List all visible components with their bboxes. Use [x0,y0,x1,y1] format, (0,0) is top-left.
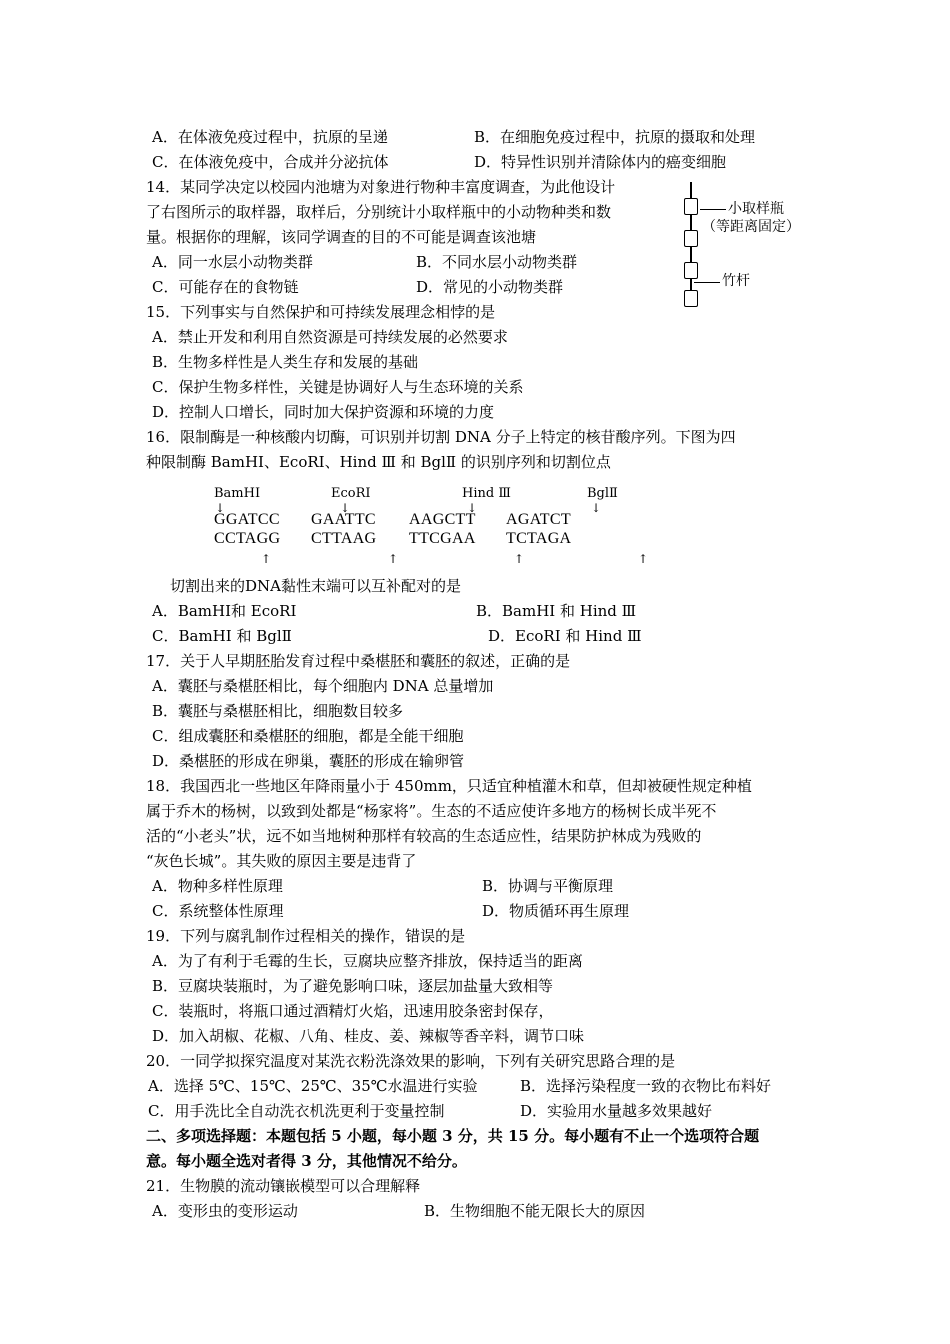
bottom-strand-sequence: CTTAAG [311,530,377,547]
q14-option-c: C．可能存在的食物链 [152,278,299,296]
cut-arrow-up: ↑ [261,552,272,566]
sample-bottle [684,262,698,279]
sample-bottle [684,198,698,215]
cut-arrow-down: ↓ [340,501,351,515]
top-strand-sequence: AAGCTT [409,511,476,528]
q13-option-b: B．在细胞免疫过程中，抗原的摄取和处理 [474,128,756,146]
enzyme-name: BamHⅠ [214,486,261,501]
cut-arrow-up: ↑ [388,552,399,566]
top-strand-sequence: GAATTC [311,511,376,528]
q15-stem: 15．下列事实与自然保护和可持续发展理念相悖的是 [146,303,496,321]
q19-option-a: A．为了有利于毛霉的生长，豆腐块应整齐排放，保持适当的距离 [152,952,583,970]
top-strand-sequence: AGATCT [506,511,571,528]
q15-option-c: C．保护生物多样性，关键是协调好人与生态环境的关系 [152,378,524,396]
q14-option-a: A．同一水层小动物类群 [152,253,313,271]
q17-stem: 17．关于人早期胚胎发育过程中桑椹胚和囊胚的叙述，正确的是 [146,652,571,670]
bottom-strand-sequence: TTCGAA [409,530,476,547]
q19-option-d: D．加入胡椒、花椒、八角、桂皮、姜、辣椒等香辛料，调节口味 [152,1027,585,1045]
q16-option-a: A．BamHⅠ和 EcoRⅠ [152,602,297,620]
bottle-pointer-line [700,209,726,210]
top-strand-sequence: GGATCC [214,511,280,528]
enzyme-name: EcoRⅠ [331,486,371,501]
q20-option-b: B．选择污染程度一致的衣物比布料好 [520,1077,772,1095]
q14-option-b: B．不同水层小动物类群 [416,253,578,271]
q16-option-c: C．BamHⅠ 和 BglⅡ [152,627,292,645]
sample-bottle [684,290,698,307]
q16-stem-line-2: 种限制酶 BamHⅠ、EcoRⅠ、Hind Ⅲ 和 BglⅡ 的识别序列和切割位点 [146,453,611,471]
q16-option-d: D．EcoRⅠ 和 Hind Ⅲ [488,627,642,645]
section-2-heading-line-2: 意。每小题全选对者得 3 分，其他情况不给分。 [146,1152,467,1170]
q18-option-c: C．系统整体性原理 [152,902,284,920]
label-sample-bottle: 小取样瓶 [728,201,784,217]
bottom-strand-sequence: CCTAGG [214,530,281,547]
q16-option-b: B．BamHⅠ 和 Hind Ⅲ [476,602,637,620]
q21-option-a: A．变形虫的变形运动 [152,1202,298,1220]
section-2-heading-line-1: 二、多项选择题：本题包括 5 小题，每小题 3 分，共 15 分。每小题有不止一个选项符合题 [146,1127,760,1145]
sample-bottle [684,230,698,247]
label-bamboo-pole: 竹杆 [722,273,750,289]
enzyme-name: Hind Ⅲ [462,486,511,501]
cut-arrow-up: ↑ [514,552,525,566]
cut-arrow-down: ↓ [591,501,602,515]
enzyme-name: BglⅡ [587,486,618,501]
q15-option-a: A．禁止开发和利用自然资源是可持续发展的必然要求 [152,328,508,346]
q14-stem-line-3: 量。根据你的理解，该同学调查的目的不可能是调查该池塘 [146,228,537,246]
q13-option-a: A．在体液免疫过程中，抗原的呈递 [152,128,388,146]
q19-option-c: C．装瓶时，将瓶口通过酒精灯火焰，迅速用胶条密封保存， [152,1002,554,1020]
q20-stem: 20．一同学拟探究温度对某洗衣粉洗涤效果的影响，下列有关研究思路合理的是 [146,1052,676,1070]
cut-arrow-up: ↑ [638,552,649,566]
q17-option-a: A．囊胚与桑椹胚相比，每个细胞内 DNA 总量增加 [152,677,494,695]
q14-option-d: D．常见的小动物类群 [416,278,564,296]
q13-option-c: C．在体液免疫中，合成并分泌抗体 [152,153,389,171]
q21-stem: 21．生物膜的流动镶嵌模型可以合理解释 [146,1177,421,1195]
sampler-diagram [680,180,830,310]
q18-stem-line-4: “灰色长城”。其失败的原因主要是违背了 [146,852,417,870]
q18-stem-line-2: 属于乔木的杨树，以致到处都是“杨家将”。生态的不适应使许多地方的杨树长成半死不 [146,802,717,820]
q14-stem-line-1: 14．某同学决定以校园内池塘为对象进行物种丰富度调查，为此他设计 [146,178,616,196]
q15-option-d: D．控制人口增长，同时加大保护资源和环境的力度 [152,403,495,421]
q18-stem-line-3: 活的“小老头”状，远不如当地树种那样有较高的生态适应性，结果防护林成为残败的 [146,827,702,845]
q16-question: 切割出来的DNA黏性末端可以互补配对的是 [170,577,461,595]
q15-option-b: B．生物多样性是人类生存和发展的基础 [152,353,419,371]
q18-option-b: B．协调与平衡原理 [482,877,614,895]
cut-arrow-down: ↓ [215,501,226,515]
q14-stem-line-2: 了右图所示的取样器，取样后，分别统计小取样瓶中的小动物种类和数 [146,203,612,221]
q18-stem-line-1: 18．我国西北一些地区年降雨量小于 450mm，只适宜种植灌木和草，但却被硬性规定种植 [146,777,752,795]
q21-option-b: B．生物细胞不能无限长大的原因 [424,1202,646,1220]
bottom-strand-sequence: TCTAGA [506,530,572,547]
q19-stem: 19．下列与腐乳制作过程相关的操作，错误的是 [146,927,466,945]
q13-option-d: D．特异性识别并清除体内的癌变细胞 [474,153,727,171]
label-equal-distance: （等距离固定） [702,219,800,235]
q20-option-a: A．选择 5℃、15℃、25℃、35℃水温进行实验 [148,1077,478,1095]
q17-option-d: D．桑椹胚的形成在卵巢，囊胚的形成在输卵管 [152,752,465,770]
cut-arrow-down: ↓ [467,501,478,515]
q20-option-c: C．用手洗比全自动洗衣机洗更利于变量控制 [148,1102,445,1120]
pole-pointer-line [694,282,720,283]
q19-option-b: B．豆腐块装瓶时，为了避免影响口味，逐层加盐量大致相等 [152,977,554,995]
q17-option-b: B．囊胚与桑椹胚相比，细胞数目较多 [152,702,404,720]
q17-option-c: C．组成囊胚和桑椹胚的细胞，都是全能干细胞 [152,727,464,745]
q16-stem-line-1: 16．限制酶是一种核酸内切酶，可识别并切割 DNA 分子上特定的核苷酸序列。下图为四 [146,428,736,446]
q18-option-d: D．物质循环再生原理 [482,902,630,920]
q18-option-a: A．物种多样性原理 [152,877,283,895]
q20-option-d: D．实验用水量越多效果越好 [520,1102,713,1120]
